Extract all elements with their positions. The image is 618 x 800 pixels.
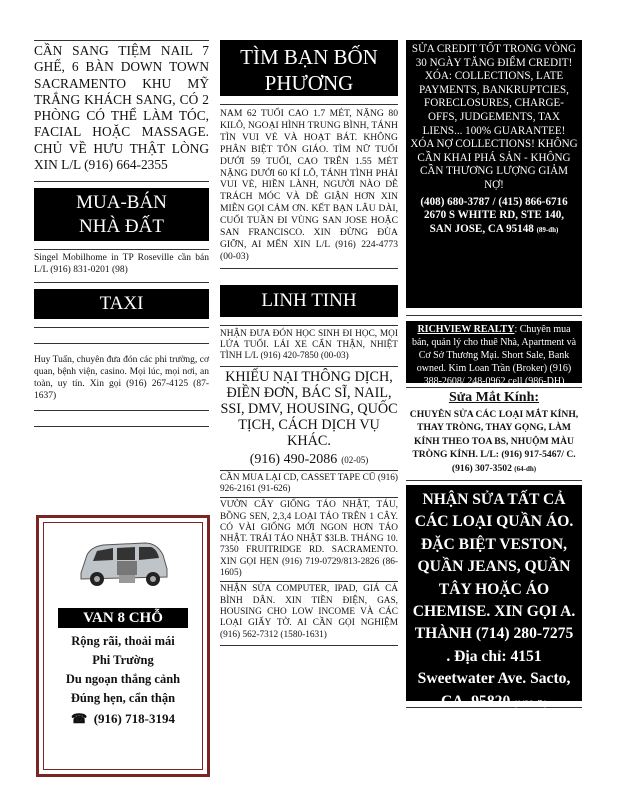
richview-ad — [406, 321, 582, 387]
mobilhome-ad: Singel Mobilhome in TP Roseville cần bán L/L (916) 831-0201 (98) — [34, 253, 209, 275]
van-phone-row — [44, 711, 202, 727]
van-title: VAN 8 CHỖ — [58, 608, 188, 628]
column-1 — [34, 0, 209, 427]
van-phone: (916) 718-3194 — [93, 711, 175, 726]
credit-address: 2670 S WHITE RD, STE 140, — [423, 209, 565, 222]
credit-text: SỬA CREDIT TỐT TRONG VÒNG 30 NGÀY TĂNG ĐIỂM CREDIT! XÓA: COLLECTIONS, LATE PAYMENTS, BANKRUPTCIES, FORECLOSURES, CHARGE-OFFS, JUDGEMENTS, TAX LIENS... 100% GUARANTEE! XÓA NỢ COLLECTIONS! KHÔNG CẦN KHAI PHÁ SẢN - KHÔNG CẦN THƯƠNG LƯỢNG GIẢM NỢ! — [410, 43, 578, 191]
tailor-code: (1426-dh) — [514, 698, 548, 708]
column-3 — [406, 0, 582, 708]
realestate-header: MUA-BÁN NHÀ ĐẤT — [34, 188, 209, 241]
credit-phone: (408) 680-3787 / (415) 866-6716 — [420, 195, 568, 208]
complaint-phone: (916) 490-2086 — [249, 451, 338, 467]
richview-name: RICHVIEW REALTY — [417, 324, 515, 335]
misc-header: LINH TINH — [220, 285, 398, 317]
student-transport-ad: NHẬN ĐƯA ĐÓN HỌC SINH ĐI HỌC, MỌI LỨA TUỔI. LÁI XE CẨN THẬN, NHIỆT TÌNH L/L (916) 420-7850 (00-03) — [220, 328, 398, 362]
credit-code: (89-dh) — [536, 225, 559, 234]
complaint-code: (02-05) — [341, 454, 369, 465]
van-line-2: Phi Trường — [92, 653, 154, 667]
tailor-ad — [406, 485, 582, 710]
complaint-ad: KHIẾU NẠI THÔNG DỊCH, ĐIỀN ĐƠN, BÁC SĨ, NAIL, SSI, DMV, HOUSING, QUỐC TỊCH, CÁCH DỊCH VỤ KHÁC. — [220, 368, 398, 450]
richview-text: : Chuyên mua bán, quản lý cho thuê Nhà, Apartment và Cơ Sở Thương Mại. Short Sale, Bank owned. Kim Loan Trần (Broker) (916) 388-2608/ 248-0962 cell (986-DH) — [411, 324, 577, 387]
complaint-phone-row — [220, 450, 398, 468]
column-2 — [220, 0, 398, 646]
cd-ad: CẦN MUA LẠI CD, CASSET TAPE CŨ (916) 926-2161 (91-626) — [220, 472, 398, 494]
van-ad — [36, 515, 210, 777]
credit-ad — [406, 40, 582, 308]
taxi-ad: Huy Tuấn, chuyên đưa đón các phi trường, cơ quan, bệnh viện, casino. Mọi lúc, mọi nơi, an toàn, uy tín. Xin gọi (916) 267-4125 (87-1637) — [34, 354, 209, 401]
pen-pal-ad: NAM 62 TUỔI CAO 1.7 MÉT, NẶNG 80 KILÔ, NGOẠI HÌNH TRUNG BÌNH, TÁNH TÌN VUI VẺ VÀ HOẠT BÁT. KHÔNG PHÂN BIỆT TÔN GIÁO. TÌM NỮ TUỔI DƯỚI 59 TUỔI, CAO TRÊN 1.55 MÉT NẶNG DƯỚI 60 KÍ LÔ, TÁNH TÌNH PHẢI VUI VẺ, HIỀN LÀNH, NGƯỜI NÀO DỄ TRÁCH MÓC VÀ DỄ GIẬN HƠN XIN MIỄN GỌI CẢM ƠN. KẾT BẠN LÂU DÀI, CUỐI TUẦN ĐI VÙNG SAN JOSE HOẶC SAN FRANCISCO. XIN ĐỪNG ĐÙA GIỠN, AI MẾN XIN L/L (916) 224-4773 (00-03) — [220, 108, 398, 262]
taxi-header: TAXI — [34, 289, 209, 319]
nail-shop-ad: CẦN SANG TIỆM NAIL 7 GHẾ, 6 BÀN DOWN TOWN SACRAMENTO KHU MỸ TRẮNG KHÁCH SANG, CÓ 2 PHÒNG CÓ THỂ LÀM TÓC, FACIAL HOẶC MASSAGE. CHỦ VỀ HƯU THẬT LÒNG XIN L/L (916) 664-2355 — [34, 43, 209, 173]
pen-pal-header: TÌM BẠN BỐN PHƯƠNG — [220, 40, 398, 96]
van-line-1: Rộng rãi, thoải mái — [71, 634, 175, 648]
van-line-3: Du ngoạn thắng cảnh — [65, 672, 181, 686]
glasses-ad-row — [406, 408, 582, 476]
apple-tree-ad: VƯỜN CÂY GIỐNG TÁO NHẬT, TÁU, BỒNG SEN, 2,3,4 LOẠI TÁO TRÊN 1 CÂY. CÓ VÀI GIỐNG MỚI NGON HƠN TÁO NHẬT. TRÁI TÁO NHẬT $3LB. THÁNG 10. 7350 FRUITRIDGE RD. SACRAMENTO. XIN GỌI HẸN (916) 719-0729/813-2826 (86-1605) — [220, 500, 398, 579]
credit-city: SAN JOSE, CA 95148 — [429, 222, 534, 235]
telephone-icon: ☎ — [71, 711, 88, 726]
glasses-code: (64-dh) — [514, 464, 537, 473]
credit-city-row — [410, 223, 578, 238]
glasses-header: Sửa Mắt Kính: — [448, 390, 540, 405]
tailor-text: NHẬN SỬA TẤT CẢ CÁC LOẠI QUẦN ÁO. ĐẶC BIỆT VESTON, QUẦN JEANS, QUẦN TÂY HOẶC ÁO CHEMISE. XIN GỌI A. THÀNH (714) 280-7275 . Địa chỉ: 4151 Sweetwater Ave. Sacto, CA. 95820 — [412, 491, 576, 710]
van-photo — [73, 533, 173, 595]
computer-repair-ad: NHẬN SỬA COMPUTER, IPAD, GIÁ CẢ BÌNH DÂN. XIN TIỀN ĐIỆN, GAS, HOUSING CHO LOW INCOME VÀ CÁC LOẠI GIẤY TỜ. AI CẦN GỌI NGHIỆM (916) 562-7312 (1580-1631) — [220, 584, 398, 640]
van-line-4: Đúng hẹn, cẩn thận — [70, 691, 176, 705]
glasses-ad: CHUYÊN SỬA CÁC LOẠI MẮT KÍNH, THAY TRÒNG, THAY GỌNG, LÀM KÍNH THEO TOA BS, NHUỘM MÀU TRÒNG KÍNH. L/L: (916) 917-5467/ C. (916) 307-3502 — [409, 409, 579, 474]
